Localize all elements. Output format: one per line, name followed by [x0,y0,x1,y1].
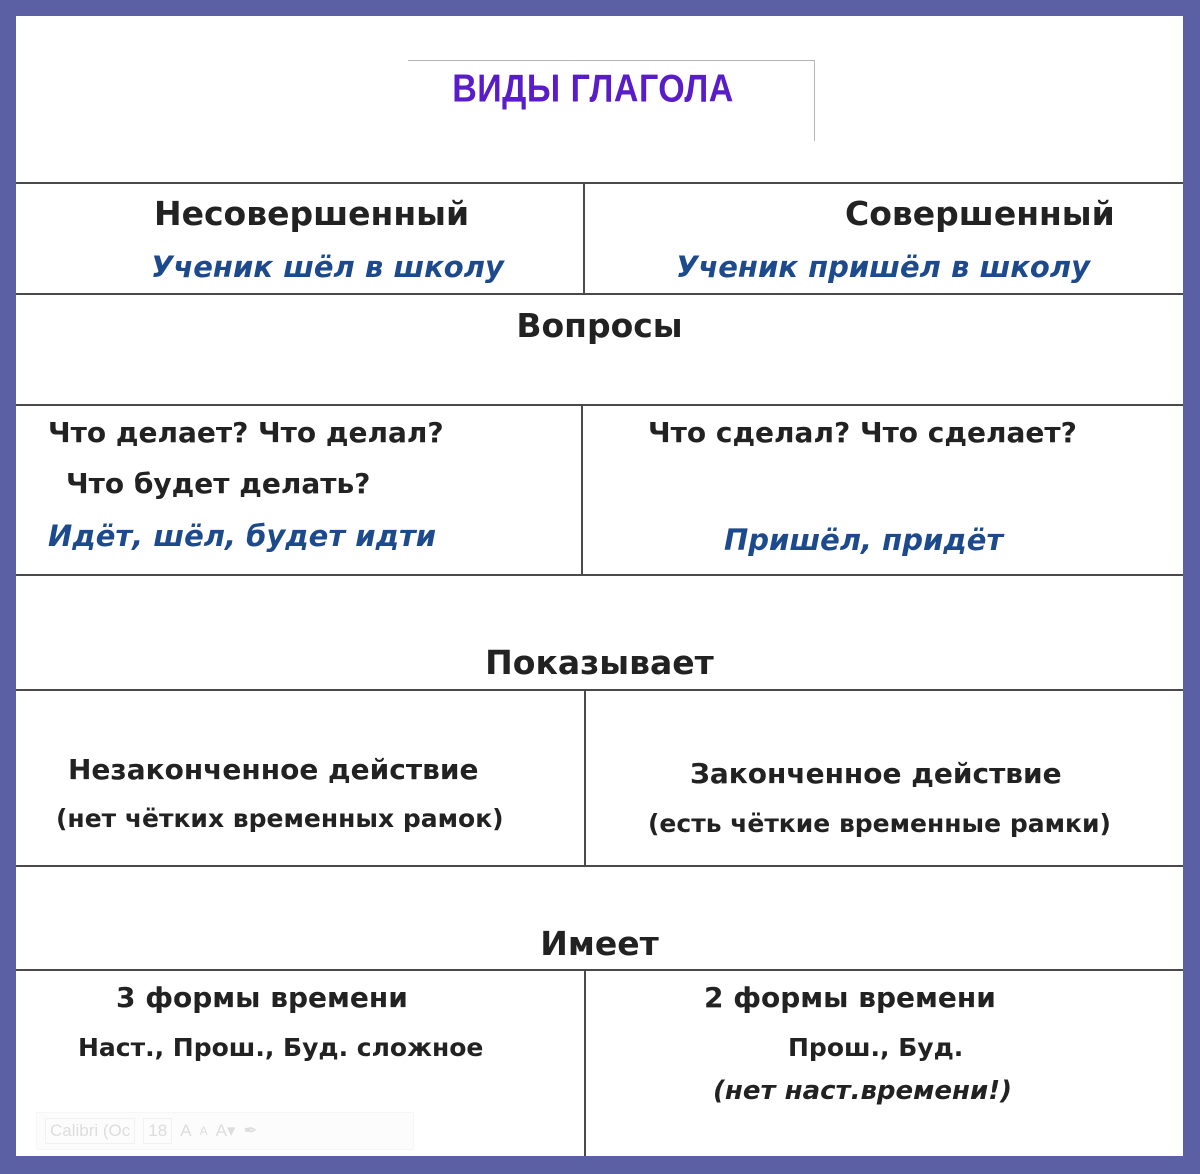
table-divider [16,969,1183,971]
font-color-icon[interactable]: A▾ [215,1121,236,1140]
column-divider [581,404,583,574]
format-painter-icon[interactable]: ✒ [243,1121,258,1140]
font-name-box[interactable]: Calibri (Oc [45,1118,135,1144]
column-divider [584,969,586,1156]
perfective-shows-line2: (есть чёткие временные рамки) [648,809,1111,838]
perfective-heading: Совершенный [845,194,1115,233]
perfective-questions-example: Пришёл, придёт [724,523,1004,557]
imperfective-questions-line1: Что делает? Что делал? [48,416,444,449]
font-size-box[interactable]: 18 [143,1118,172,1144]
perfective-example: Ученик пришёл в школу [676,250,1090,284]
perfective-questions-line1: Что сделал? Что сделает? [648,416,1077,449]
questions-header: Вопросы [516,306,683,345]
perfective-has-note: (нет наст.времени!) [713,1076,1012,1106]
shrink-font-icon[interactable]: A [199,1124,208,1138]
imperfective-has-line2: Наст., Прош., Буд. сложное [78,1033,484,1062]
perfective-has-line2: Прош., Буд. [788,1033,964,1062]
shows-header: Показывает [485,643,714,682]
has-header: Имеет [540,924,659,963]
perfective-has-line1: 2 формы времени [704,981,996,1014]
column-divider [584,689,586,865]
imperfective-questions-example: Идёт, шёл, будет идти [48,519,437,553]
imperfective-has-line1: 3 формы времени [116,981,408,1014]
scheme-sheet [16,16,1183,1156]
table-divider [16,574,1183,576]
table-divider [16,689,1183,691]
format-mini-toolbar [36,1112,414,1150]
grow-font-icon[interactable]: A [180,1121,192,1140]
table-divider [16,293,1183,295]
perfective-shows-line1: Законченное действие [690,757,1062,790]
table-divider [16,404,1183,406]
table-divider [16,865,1183,867]
column-divider [583,182,585,293]
imperfective-shows-line2: (нет чётких временных рамок) [56,804,504,833]
table-divider [16,182,1183,184]
imperfective-example: Ученик шёл в школу [151,250,504,284]
imperfective-heading: Несовершенный [154,194,470,233]
imperfective-questions-line2: Что будет делать? [66,467,371,500]
imperfective-shows-line1: Незаконченное действие [68,753,479,786]
page-title: ВИДЫ ГЛАГОЛА [452,67,734,111]
